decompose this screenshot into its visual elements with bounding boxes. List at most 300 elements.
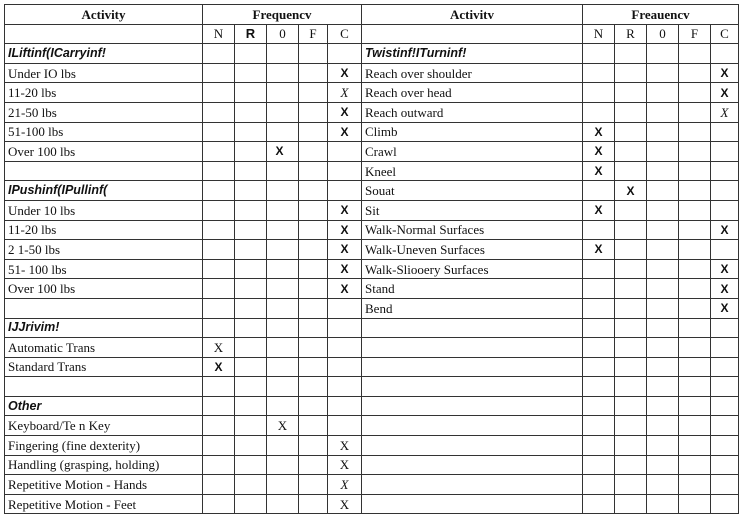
frequency-mark: X <box>339 457 350 473</box>
right-freq-cell <box>679 494 711 514</box>
right-freq-cell <box>615 102 647 122</box>
frequency-mark: X <box>720 301 729 316</box>
right-freq-cell <box>615 83 647 103</box>
frequency-mark: X <box>626 183 635 198</box>
left-freq-cell <box>267 200 299 220</box>
frequency-mark: X <box>340 85 349 101</box>
left-freq-cell <box>235 44 267 64</box>
right-freq-cell <box>647 494 679 514</box>
physical-demands-table <box>4 4 739 514</box>
left-freq-cell <box>203 142 235 162</box>
right-freq-cell <box>711 63 739 83</box>
frequency-mark: X <box>720 66 729 81</box>
table-row <box>5 161 739 181</box>
right-freq-cell <box>679 83 711 103</box>
frequency-mark: X <box>214 359 223 374</box>
frequency-mark: X <box>720 281 729 296</box>
left-activity-label: 51-100 lbs <box>5 122 203 142</box>
right-freq-cell <box>711 220 739 240</box>
left-freq-cell <box>235 475 267 495</box>
right-freq-cell <box>647 338 679 358</box>
right-freq-cell <box>647 396 679 416</box>
left-freq-cell <box>328 357 362 377</box>
right-freq-cell <box>679 357 711 377</box>
left-freq-cell <box>235 377 267 397</box>
left-freq-cell <box>203 181 235 201</box>
left-activity-label: 11-20 lbs <box>5 220 203 240</box>
right-col-c: C <box>711 24 739 44</box>
frequency-mark: X <box>277 418 288 434</box>
left-freq-cell <box>299 44 328 64</box>
left-freq-cell <box>203 63 235 83</box>
right-subheader-blank <box>362 24 583 44</box>
left-freq-cell <box>299 240 328 260</box>
right-freq-cell <box>679 475 711 495</box>
left-activity-header: Activity <box>5 5 203 25</box>
left-freq-cell <box>299 298 328 318</box>
frequency-mark: X <box>340 124 349 139</box>
left-activity-label: Fingering (fine dexterity) <box>5 436 203 456</box>
left-activity-label: 51- 100 lbs <box>5 259 203 279</box>
right-activity-label: Reach over head <box>362 83 583 103</box>
right-activity-label: Crawl <box>362 142 583 162</box>
left-freq-cell <box>203 318 235 338</box>
right-freq-cell <box>647 475 679 495</box>
right-freq-cell <box>679 298 711 318</box>
left-freq-cell <box>299 338 328 358</box>
right-section-header: Twistinf!ITurninf! <box>362 44 583 64</box>
left-freq-cell <box>299 259 328 279</box>
left-freq-cell <box>235 279 267 299</box>
left-freq-cell <box>299 357 328 377</box>
right-freq-cell <box>583 318 615 338</box>
left-freq-cell <box>203 122 235 142</box>
left-section-header: ILiftinf(ICarryinf! <box>5 44 203 64</box>
left-freq-cell <box>299 436 328 456</box>
right-freq-cell <box>711 298 739 318</box>
left-activity-label <box>5 161 203 181</box>
left-freq-cell <box>267 475 299 495</box>
left-freq-cell <box>235 122 267 142</box>
table-row <box>5 181 739 201</box>
left-freq-cell <box>328 298 362 318</box>
right-freq-cell <box>711 44 739 64</box>
right-freq-cell <box>615 122 647 142</box>
right-freq-cell <box>679 161 711 181</box>
right-freq-cell <box>647 181 679 201</box>
left-activity-label: Repetitive Motion - Hands <box>5 475 203 495</box>
left-activity-label: 2 1-50 lbs <box>5 240 203 260</box>
left-freq-cell <box>267 142 299 162</box>
right-freq-cell <box>615 259 647 279</box>
right-freq-cell <box>583 259 615 279</box>
table-row <box>5 298 739 318</box>
right-col-f: F <box>679 24 711 44</box>
left-freq-cell <box>203 338 235 358</box>
right-freq-cell <box>647 122 679 142</box>
left-freq-cell <box>235 357 267 377</box>
right-col-o: 0 <box>647 24 679 44</box>
left-freq-cell <box>235 220 267 240</box>
left-freq-cell <box>203 279 235 299</box>
right-freq-cell <box>679 220 711 240</box>
left-freq-cell <box>299 102 328 122</box>
left-activity-label: Under 10 lbs <box>5 200 203 220</box>
left-freq-cell <box>267 298 299 318</box>
left-freq-cell <box>203 102 235 122</box>
right-freq-cell <box>583 396 615 416</box>
right-activity-label <box>362 338 583 358</box>
frequency-mark: X <box>340 262 349 277</box>
right-freq-cell <box>679 377 711 397</box>
right-activity-label: Sit <box>362 200 583 220</box>
right-activity-label <box>362 436 583 456</box>
left-freq-cell <box>235 83 267 103</box>
right-freq-cell <box>711 318 739 338</box>
table-row <box>5 220 739 240</box>
right-activity-label: Souat <box>362 181 583 201</box>
right-freq-cell <box>679 259 711 279</box>
right-freq-cell <box>711 83 739 103</box>
right-freq-cell <box>583 63 615 83</box>
left-freq-cell <box>267 338 299 358</box>
right-activity-label: Climb <box>362 122 583 142</box>
right-freq-cell <box>679 102 711 122</box>
left-freq-cell <box>235 142 267 162</box>
frequency-mark: X <box>340 66 349 81</box>
right-activity-label <box>362 475 583 495</box>
right-freq-cell <box>583 200 615 220</box>
left-freq-cell <box>235 240 267 260</box>
right-activity-label <box>362 396 583 416</box>
frequency-mark: X <box>340 477 349 493</box>
right-freq-cell <box>711 122 739 142</box>
right-freq-cell <box>647 102 679 122</box>
left-freq-cell <box>267 396 299 416</box>
right-freq-cell <box>679 142 711 162</box>
left-freq-cell <box>203 396 235 416</box>
table-row <box>5 377 739 397</box>
subheader-row <box>5 24 739 44</box>
left-freq-cell <box>203 455 235 475</box>
left-freq-cell <box>328 102 362 122</box>
right-freq-cell <box>679 200 711 220</box>
table-row <box>5 436 739 456</box>
right-freq-cell <box>583 338 615 358</box>
right-freq-cell <box>615 318 647 338</box>
right-freq-cell <box>615 436 647 456</box>
left-section-header: Other <box>5 396 203 416</box>
right-activity-label: Walk-Sliooery Surfaces <box>362 259 583 279</box>
right-freq-cell <box>711 279 739 299</box>
table-row <box>5 102 739 122</box>
right-freq-cell <box>679 436 711 456</box>
frequency-mark: X <box>340 242 349 257</box>
right-freq-cell <box>647 63 679 83</box>
left-freq-cell <box>299 455 328 475</box>
frequency-mark: X <box>594 242 603 257</box>
left-freq-cell <box>267 44 299 64</box>
left-activity-label: Repetitive Motion - Feet <box>5 494 203 514</box>
frequency-mark: X <box>594 164 603 179</box>
left-freq-cell <box>267 83 299 103</box>
right-freq-cell <box>583 455 615 475</box>
left-freq-cell <box>328 142 362 162</box>
table-row <box>5 279 739 299</box>
left-freq-cell <box>203 200 235 220</box>
left-activity-label <box>5 377 203 397</box>
right-activity-label: Stand <box>362 279 583 299</box>
left-freq-cell <box>203 416 235 436</box>
frequency-mark: X <box>339 437 350 453</box>
right-activity-label: Reach outward <box>362 102 583 122</box>
right-freq-cell <box>583 377 615 397</box>
table-row <box>5 357 739 377</box>
right-freq-cell <box>679 240 711 260</box>
left-freq-cell <box>299 377 328 397</box>
right-freq-cell <box>679 63 711 83</box>
right-freq-cell <box>647 240 679 260</box>
left-freq-cell <box>235 455 267 475</box>
right-activity-header: Activitv <box>362 5 583 25</box>
right-freq-cell <box>711 102 739 122</box>
right-freq-cell <box>615 142 647 162</box>
right-freq-cell <box>647 200 679 220</box>
left-freq-cell <box>299 475 328 495</box>
left-freq-cell <box>267 102 299 122</box>
frequency-mark: X <box>340 105 349 120</box>
left-freq-cell <box>235 161 267 181</box>
left-freq-cell <box>299 200 328 220</box>
left-freq-cell <box>328 396 362 416</box>
right-freq-cell <box>679 44 711 64</box>
table-row <box>5 494 739 514</box>
right-freq-cell <box>615 240 647 260</box>
right-freq-cell <box>647 83 679 103</box>
left-freq-cell <box>203 44 235 64</box>
left-frequency-header: Frequencv <box>203 5 362 25</box>
left-freq-cell <box>267 63 299 83</box>
frequency-mark: X <box>720 262 729 277</box>
left-freq-cell <box>267 220 299 240</box>
left-freq-cell <box>203 161 235 181</box>
right-freq-cell <box>711 240 739 260</box>
right-freq-cell <box>583 416 615 436</box>
left-activity-label: Standard Trans <box>5 357 203 377</box>
right-freq-cell <box>679 279 711 299</box>
left-freq-cell <box>299 494 328 514</box>
right-freq-cell <box>615 200 647 220</box>
table-row <box>5 475 739 495</box>
right-freq-cell <box>583 357 615 377</box>
left-freq-cell <box>299 63 328 83</box>
left-freq-cell <box>235 338 267 358</box>
left-freq-cell <box>267 122 299 142</box>
frequency-mark: X <box>594 144 603 159</box>
left-activity-label: Over 100 lbs <box>5 142 203 162</box>
left-freq-cell <box>235 259 267 279</box>
right-freq-cell <box>647 318 679 338</box>
right-col-r: R <box>615 24 647 44</box>
left-freq-cell <box>328 416 362 436</box>
right-freq-cell <box>615 357 647 377</box>
right-activity-label <box>362 357 583 377</box>
right-freq-cell <box>615 377 647 397</box>
frequency-mark: X <box>275 144 284 159</box>
left-freq-cell <box>299 181 328 201</box>
right-freq-cell <box>583 436 615 456</box>
activity-rows <box>5 44 739 514</box>
right-freq-cell <box>711 200 739 220</box>
left-freq-cell <box>299 122 328 142</box>
left-section-header: IPushinf(IPullinf( <box>5 181 203 201</box>
left-freq-cell <box>267 279 299 299</box>
left-freq-cell <box>235 298 267 318</box>
right-freq-cell <box>711 181 739 201</box>
right-activity-label: Bend <box>362 298 583 318</box>
right-freq-cell <box>711 396 739 416</box>
left-freq-cell <box>203 377 235 397</box>
right-freq-cell <box>647 142 679 162</box>
left-freq-cell <box>267 161 299 181</box>
left-freq-cell <box>235 63 267 83</box>
left-freq-cell <box>328 259 362 279</box>
right-freq-cell <box>583 44 615 64</box>
left-freq-cell <box>235 396 267 416</box>
right-freq-cell <box>647 436 679 456</box>
left-freq-cell <box>299 83 328 103</box>
table-row <box>5 259 739 279</box>
left-freq-cell <box>328 44 362 64</box>
left-freq-cell <box>267 259 299 279</box>
left-freq-cell <box>299 161 328 181</box>
right-freq-cell <box>615 475 647 495</box>
left-freq-cell <box>203 259 235 279</box>
left-freq-cell <box>299 396 328 416</box>
table-row <box>5 142 739 162</box>
right-freq-cell <box>647 259 679 279</box>
left-freq-cell <box>235 416 267 436</box>
left-freq-cell <box>203 475 235 495</box>
right-freq-cell <box>647 455 679 475</box>
right-freq-cell <box>711 161 739 181</box>
right-freq-cell <box>583 298 615 318</box>
right-freq-cell <box>583 83 615 103</box>
right-freq-cell <box>615 416 647 436</box>
left-freq-cell <box>328 161 362 181</box>
right-freq-cell <box>679 416 711 436</box>
left-freq-cell <box>235 436 267 456</box>
right-freq-cell <box>711 377 739 397</box>
left-freq-cell <box>299 416 328 436</box>
right-freq-cell <box>647 377 679 397</box>
left-col-n: N <box>203 24 235 44</box>
right-freq-cell <box>647 357 679 377</box>
frequency-mark: X <box>720 85 729 100</box>
table-row <box>5 396 739 416</box>
left-col-o: 0 <box>267 24 299 44</box>
frequency-mark: X <box>340 203 349 218</box>
left-freq-cell <box>267 357 299 377</box>
left-freq-cell <box>267 240 299 260</box>
left-freq-cell <box>299 318 328 338</box>
right-freq-cell <box>711 416 739 436</box>
table-row <box>5 416 739 436</box>
left-freq-cell <box>328 475 362 495</box>
right-activity-label <box>362 455 583 475</box>
right-freq-cell <box>679 318 711 338</box>
left-activity-label: Over 100 lbs <box>5 279 203 299</box>
left-activity-label: Keyboard/Te n Key <box>5 416 203 436</box>
left-freq-cell <box>328 436 362 456</box>
frequency-mark: X <box>340 281 349 296</box>
left-freq-cell <box>203 298 235 318</box>
left-activity-label: 21-50 lbs <box>5 102 203 122</box>
frequency-mark: X <box>594 124 603 139</box>
left-activity-label <box>5 298 203 318</box>
right-freq-cell <box>583 220 615 240</box>
right-freq-cell <box>711 142 739 162</box>
left-freq-cell <box>267 455 299 475</box>
frequency-mark: X <box>594 203 603 218</box>
left-freq-cell <box>328 63 362 83</box>
left-freq-cell <box>267 181 299 201</box>
table-row <box>5 455 739 475</box>
right-freq-cell <box>647 161 679 181</box>
right-freq-cell <box>711 475 739 495</box>
left-freq-cell <box>299 142 328 162</box>
right-freq-cell <box>615 494 647 514</box>
right-freq-cell <box>679 338 711 358</box>
left-freq-cell <box>235 102 267 122</box>
right-freq-cell <box>711 338 739 358</box>
left-freq-cell <box>203 220 235 240</box>
right-freq-cell <box>583 102 615 122</box>
right-freq-cell <box>583 122 615 142</box>
right-freq-cell <box>615 279 647 299</box>
left-freq-cell <box>235 494 267 514</box>
right-freq-cell <box>615 63 647 83</box>
right-activity-label <box>362 377 583 397</box>
left-freq-cell <box>328 279 362 299</box>
table-row <box>5 338 739 358</box>
right-activity-label: Walk-Normal Surfaces <box>362 220 583 240</box>
table-row <box>5 122 739 142</box>
left-freq-cell <box>267 436 299 456</box>
right-freq-cell <box>647 44 679 64</box>
left-freq-cell <box>328 377 362 397</box>
left-col-c: C <box>328 24 362 44</box>
left-freq-cell <box>328 455 362 475</box>
left-freq-cell <box>203 436 235 456</box>
frequency-mark: X <box>339 496 350 512</box>
right-activity-label <box>362 494 583 514</box>
table-row <box>5 63 739 83</box>
left-freq-cell <box>328 220 362 240</box>
left-freq-cell <box>328 200 362 220</box>
right-freq-cell <box>711 494 739 514</box>
right-freq-cell <box>583 142 615 162</box>
left-freq-cell <box>299 220 328 240</box>
left-freq-cell <box>299 279 328 299</box>
left-freq-cell <box>203 83 235 103</box>
right-activity-label: Walk-Uneven Surfaces <box>362 240 583 260</box>
left-freq-cell <box>267 318 299 338</box>
left-activity-label: Under IO lbs <box>5 63 203 83</box>
right-freq-cell <box>583 240 615 260</box>
left-freq-cell <box>203 357 235 377</box>
right-freq-cell <box>615 455 647 475</box>
